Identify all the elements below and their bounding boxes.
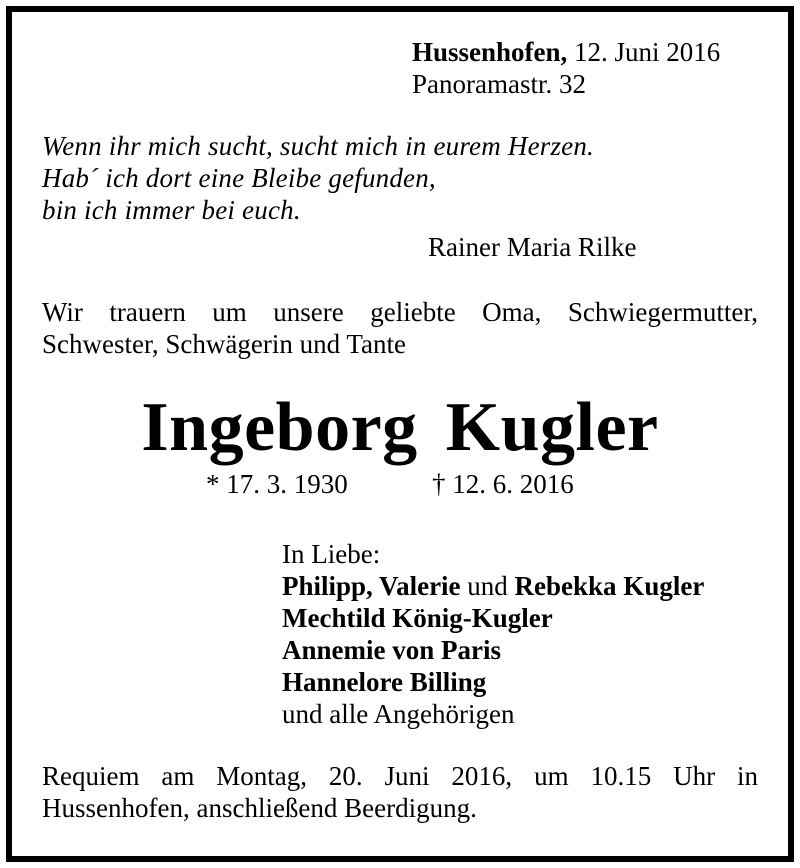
quote-line-2: Hab´ ich dort eine Bleibe gefunden, xyxy=(42,163,436,193)
first-name: Ingeborg xyxy=(141,389,418,466)
notice-date: 12. Juni 2016 xyxy=(574,37,721,67)
family-names-b: Rebekka Kugler xyxy=(514,571,705,601)
quote-line-1: Wenn ihr mich sucht, sucht mich in eurem Herzen. xyxy=(42,131,595,161)
birth-date: * 17. 3. 1930 xyxy=(206,469,348,499)
requiem-line-1: Requiem am Montag, 20. Juni 2016, um 10.15 Uhr in xyxy=(42,761,758,791)
address: Panoramastr. 32 xyxy=(412,69,586,99)
mourning-text xyxy=(42,296,758,360)
quote-line-3: bin ich immer bei euch. xyxy=(42,195,301,225)
mourning-line-2: Schwester, Schwägerin und Tante xyxy=(42,329,406,359)
family-signatures xyxy=(282,538,762,730)
family-line-4: Hannelore Billing xyxy=(282,667,487,697)
quote xyxy=(42,130,762,226)
place-date-line xyxy=(412,36,772,68)
family-intro: In Liebe: xyxy=(282,539,381,569)
death-date: † 12. 6. 2016 xyxy=(432,469,574,499)
quote-author: Rainer Maria Rilke xyxy=(428,232,637,262)
family-closing: und alle Angehörigen xyxy=(282,699,515,729)
family-join: und xyxy=(467,571,508,601)
mourning-line-1: Wir trauern um unsere geliebte Oma, Schwiegermutter, xyxy=(42,297,758,327)
deceased-name xyxy=(0,388,800,468)
family-line-2: Mechtild König-Kugler xyxy=(282,603,553,633)
family-names-a: Philipp, Valerie xyxy=(282,571,461,601)
place-and-date xyxy=(412,36,772,100)
family-line-3: Annemie von Paris xyxy=(282,635,501,665)
place-name: Hussenhofen, xyxy=(412,37,568,67)
requiem-line-2: Hussenhofen, anschließend Beerdigung. xyxy=(42,793,477,823)
last-name: Kugler xyxy=(445,389,659,466)
requiem-notice xyxy=(42,760,758,824)
family-line-1 xyxy=(282,570,762,602)
